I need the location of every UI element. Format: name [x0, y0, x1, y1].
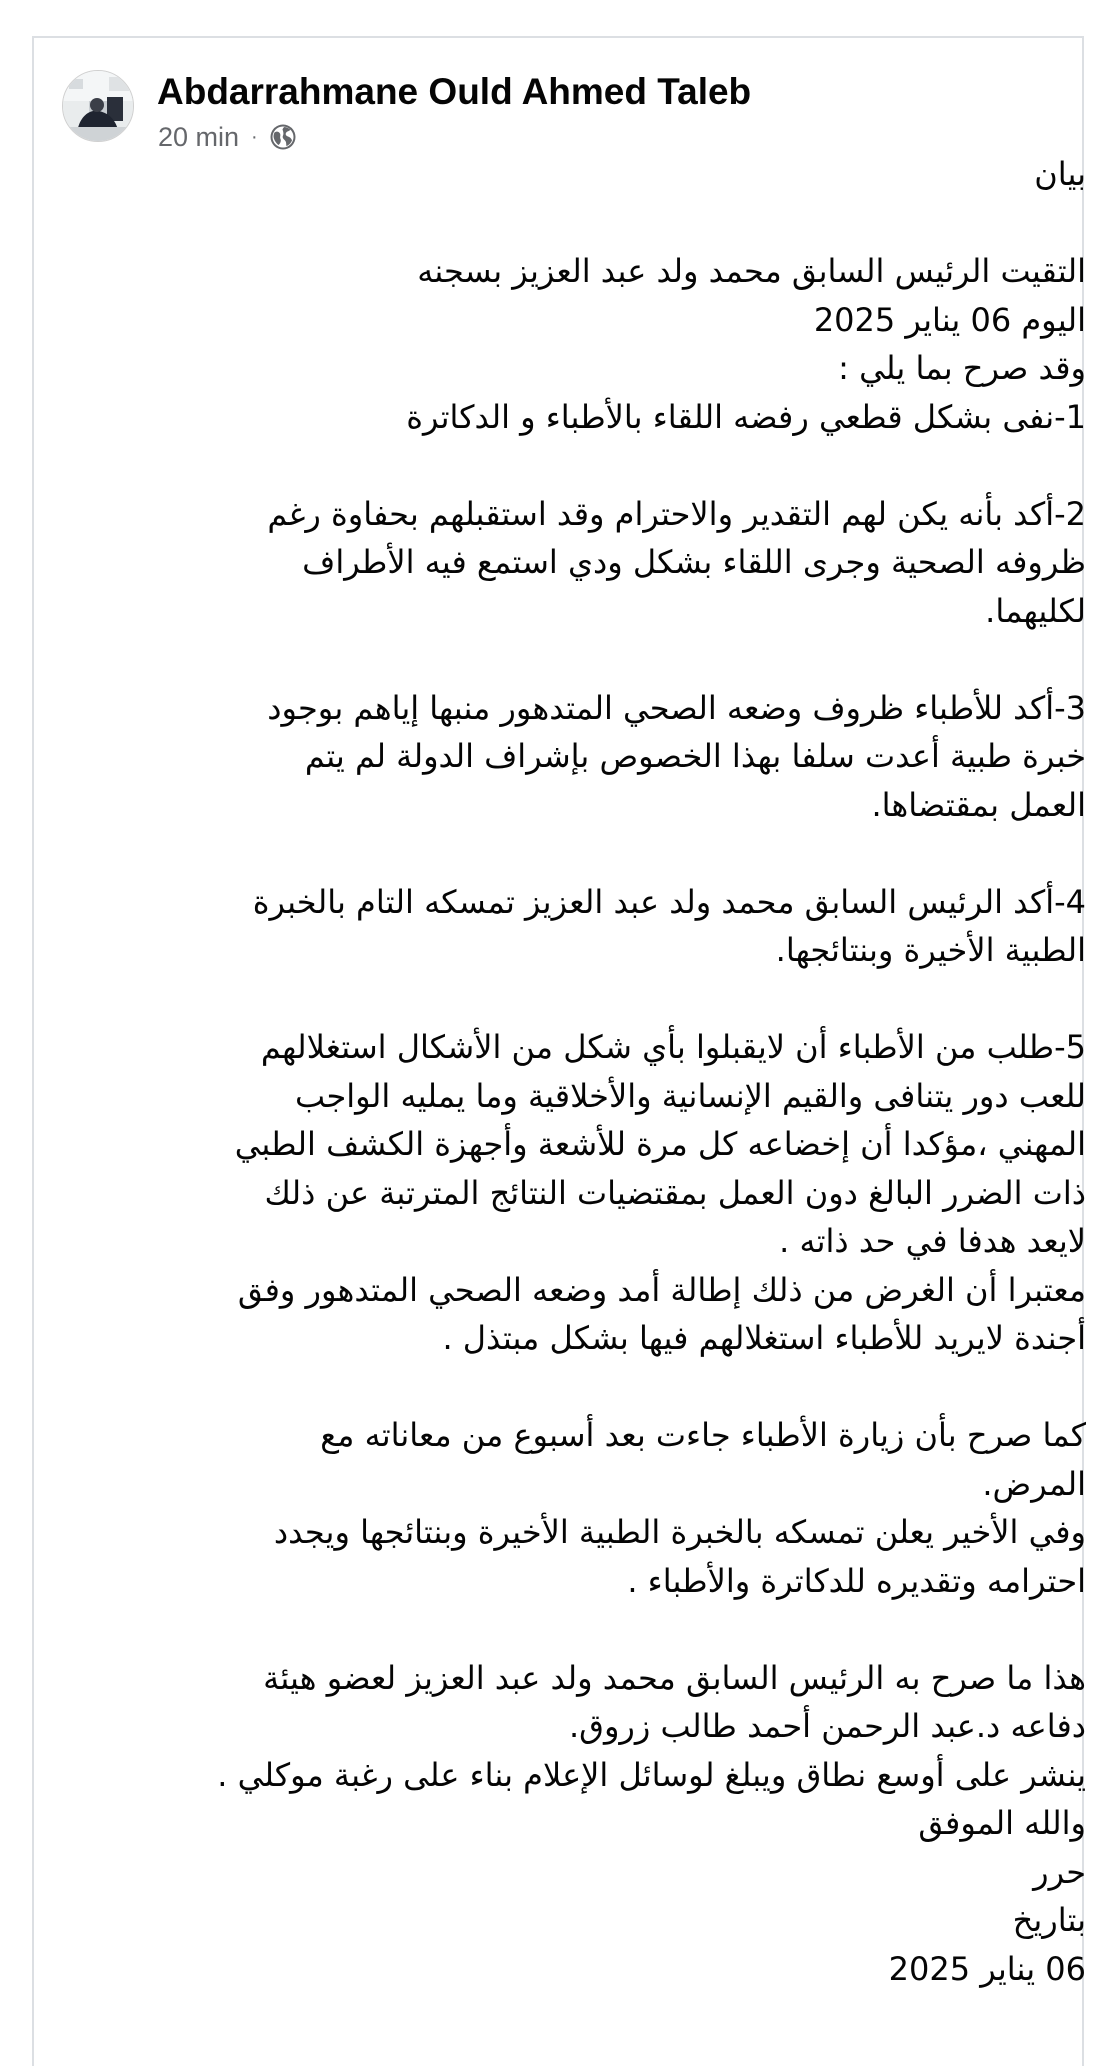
post-text-line: المهني ،مؤكدا أن إخضاعه كل مرة للأشعة وأجهزة الكشف الطبي [234, 1125, 1086, 1163]
post-text-line: والله الموفق [918, 1804, 1086, 1842]
avatar-image [63, 71, 134, 142]
post-text-line: 2-أكد بأنه يكن لهم التقدير والاحترام وقد استقبلهم بحفاوة رغم [267, 494, 1086, 533]
post-text-line: دفاعه د.عبد الرحمن أحمد طالب زروق. [568, 1707, 1086, 1745]
post-text-line: بتاريخ [1012, 1901, 1086, 1939]
post-text-line: خبرة طبية أعدت سلفا بهذا الخصوص بإشراف الدولة لم يتم [304, 737, 1086, 775]
paragraph-gap [96, 635, 1086, 684]
post-text-line: العمل بمقتضاها. [871, 785, 1086, 824]
post-text-line: ذات الضرر البالغ دون العمل بمقتضيات النتائج المترتبة عن ذلك [264, 1173, 1086, 1212]
post-text-line: للعب دور يتنافى والقيم الإنسانية والأخلاقية وما يمليه الواجب [295, 1076, 1086, 1115]
post-text-line: المرض. [982, 1464, 1086, 1503]
post-text-line: 3-أكد للأطباء ظروف وضعه الصحي المتدهور منبها إياهم بوجود [267, 688, 1086, 727]
post-text-line: وقد صرح بما يلي : [838, 349, 1086, 387]
post-text-line: اليوم 06 يناير 2025 [813, 300, 1086, 339]
post-text-line: التقيت الرئيس السابق محمد ولد عبد العزيز بسجنه [417, 252, 1086, 290]
post-text-line: حرر [1033, 1852, 1086, 1891]
paragraph-gap [96, 1605, 1086, 1654]
post-text-line: معتبرا أن الغرض من ذلك إطالة أمد وضعه الصحي المتدهور وفق [237, 1270, 1086, 1309]
post-text-line: لايعد هدفا في حد ذاته . [779, 1222, 1086, 1260]
post-header [62, 66, 1042, 152]
post-text-line: وفي الأخير يعلن تمسكه بالخبرة الطبية الأخيرة وبنتائجها ويجدد [273, 1513, 1086, 1551]
paragraph-gap [96, 829, 1086, 878]
post-text-line: 4-أكد الرئيس السابق محمد ولد عبد العزيز تمسكه التام بالخبرة [252, 882, 1086, 921]
post-text-line: كما صرح بأن زيارة الأطباء جاءت بعد أسبوع من معاناته مع [320, 1416, 1086, 1454]
post-text-line: 06 يناير 2025 [888, 1949, 1086, 1988]
post-text-line: ينشر على أوسع نطاق ويبلغ لوسائل الإعلام بناء على رغبة موكلي . [217, 1755, 1086, 1794]
paragraph-gap [96, 975, 1086, 1024]
meta-separator: · [251, 126, 258, 148]
post-text-line: لكليهما. [985, 591, 1086, 630]
post-text [96, 150, 1086, 1993]
author-name[interactable]: Abdarrahmane Ould Ahmed Taleb [157, 71, 752, 112]
post-timestamp[interactable]: 20 min [158, 122, 240, 152]
post-text-line: الطبية الأخيرة وبنتائجها. [775, 931, 1086, 969]
paragraph-gap [96, 441, 1086, 490]
globe-icon[interactable] [268, 122, 298, 152]
post-text-line: 1-نفى بشكل قطعي رفضه اللقاء بالأطباء و الدكاترة [406, 397, 1086, 436]
paragraph-gap [96, 1363, 1086, 1412]
post-text-line: بيان [1034, 155, 1086, 193]
paragraph-gap [96, 199, 1086, 248]
post-text-line: 5-طلب من الأطباء أن لايقبلوا بأي شكل من الأشكال استغلالهم [260, 1028, 1086, 1066]
avatar[interactable] [62, 70, 134, 142]
post-text-line: أجندة لايريد للأطباء استغلالهم فيها بشكل مبتذل . [442, 1319, 1086, 1357]
post-text-line: احترامه وتقديره للدكاترة والأطباء . [627, 1561, 1086, 1600]
post-meta [158, 120, 298, 154]
post-text-line: ظروفه الصحية وجرى اللقاء بشكل ودي استمع فيه الأطراف [302, 543, 1086, 581]
post-text-line: هذا ما صرح به الرئيس السابق محمد ولد عبد العزيز لعضو هيئة [263, 1658, 1086, 1697]
